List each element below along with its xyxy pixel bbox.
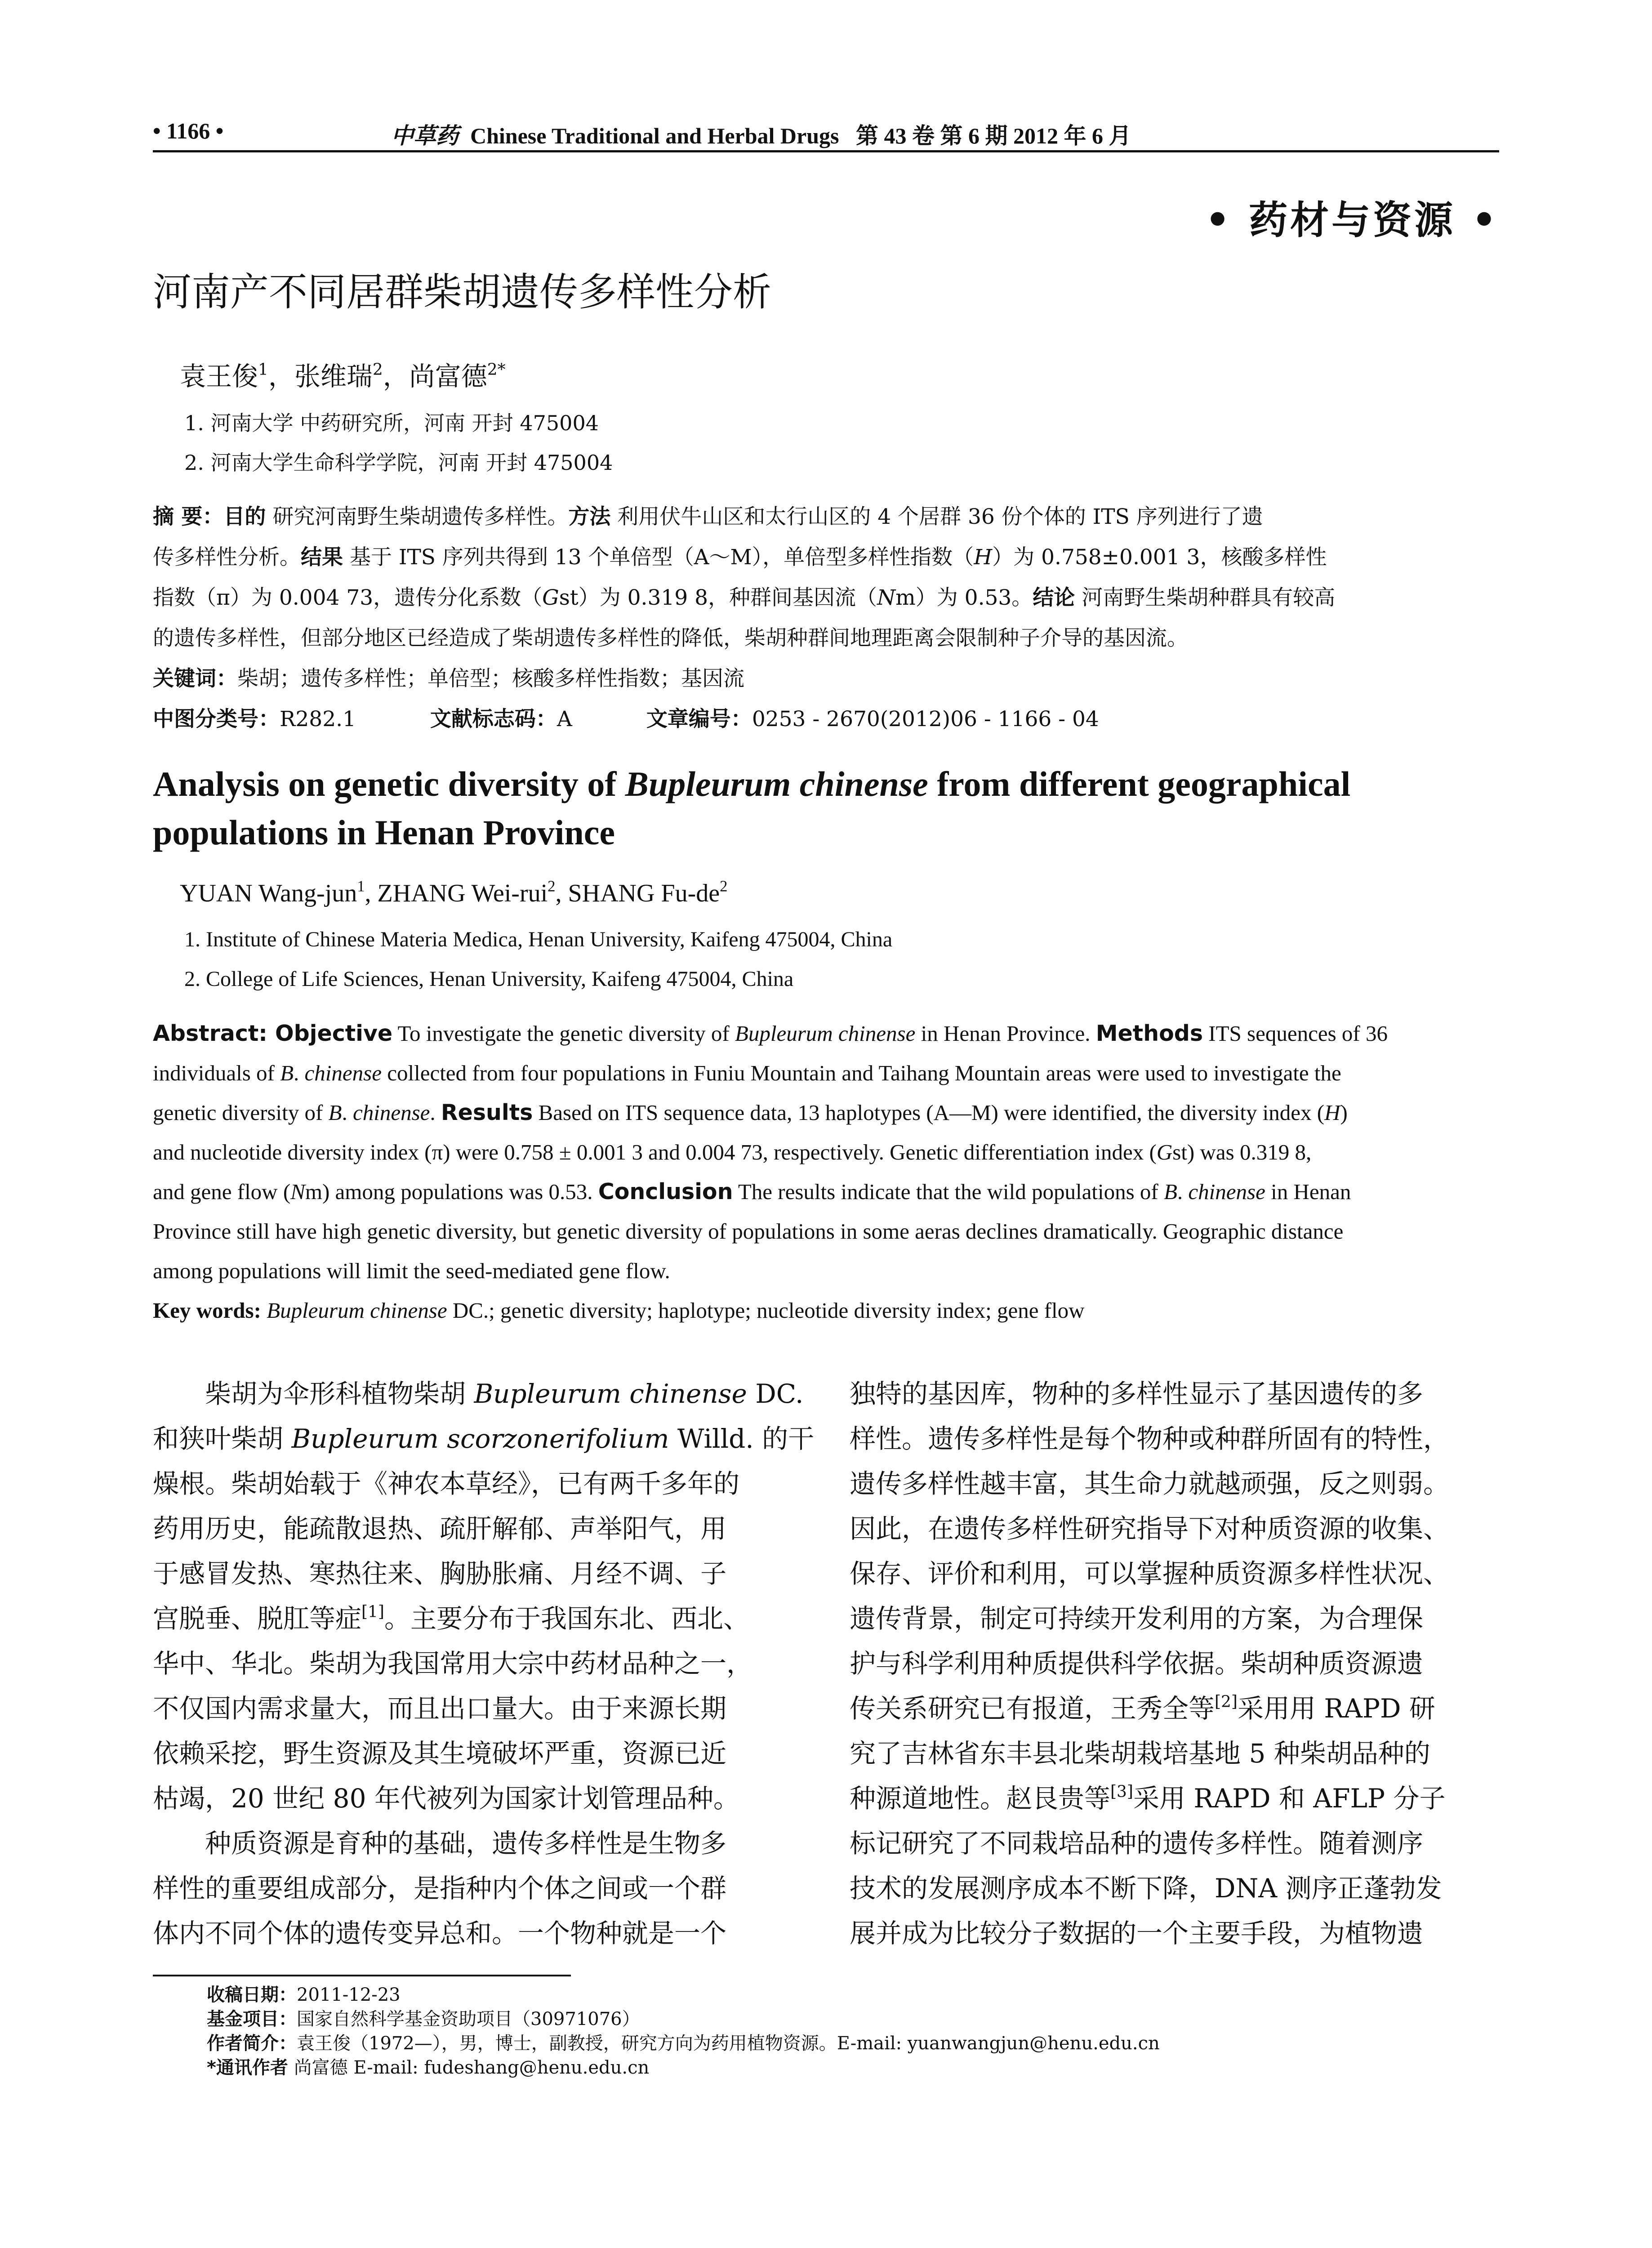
body-column-right-line bbox=[850, 1416, 1501, 1461]
title-en-part-2: from different geographical populations in Henan Province bbox=[153, 764, 1351, 852]
body-line-0-run-1: Bupleurum chinense bbox=[474, 1378, 747, 1409]
body-column-left-line bbox=[153, 1776, 800, 1821]
author-2-cn-sup: 2 bbox=[372, 360, 383, 379]
abstract-cn-text-1-run-3: 利用伏牛山区和太行山区的 4 个居群 36 份个体的 ITS 序列进行了遗 bbox=[610, 504, 1263, 529]
abstract-en-line-3-run-1: B bbox=[328, 1100, 342, 1125]
keywords-en-species: Bupleurum chinense bbox=[261, 1298, 447, 1323]
author-3-cn: ，尚富德 bbox=[383, 361, 487, 392]
body-line-1-run-2: Willd. 的干 bbox=[669, 1423, 815, 1454]
footnotes bbox=[207, 1983, 1160, 2080]
abstract-en-line-1-run-2: Bupleurum chinense bbox=[735, 1021, 916, 1046]
journal-name bbox=[391, 118, 1131, 150]
abstract-en-line-5-run-4: The results indicate that the wild populations of bbox=[733, 1179, 1164, 1204]
abstract-en-line-1 bbox=[153, 1021, 1388, 1046]
abstract-en-line-1-run-3: in Henan Province. bbox=[915, 1021, 1096, 1046]
body-line-9-run-0: 种源道地性。赵艮贵等 bbox=[850, 1783, 1111, 1814]
author-1-cn-sup: 1 bbox=[258, 360, 268, 379]
journal-name-cn: 中草药 bbox=[391, 123, 459, 148]
abstract-cn-line-4 bbox=[153, 618, 1188, 659]
body-line-5-run-1: [1] bbox=[361, 1602, 384, 1621]
keywords-cn bbox=[153, 659, 744, 699]
abstract-cn-line-3-run-2: st）为 0.319 8，种群间基因流（ bbox=[559, 585, 877, 610]
body-line-8-run-0: 依赖采挖，野生资源及其生境破坏严重，资源已近 bbox=[153, 1738, 727, 1769]
abstract-en-line-5-run-5: B bbox=[1163, 1179, 1177, 1204]
abstract-cn-line-4-run-0: 的遗传多样性，但部分地区已经造成了柴胡遗传多样性的降低，柴胡种群间地理距离会限制种子介导的基因流。 bbox=[153, 626, 1188, 651]
body-column-left-line bbox=[153, 1911, 800, 1956]
clc-value: R282.1 bbox=[280, 707, 356, 731]
body-column-right-line bbox=[850, 1911, 1501, 1956]
body-line-9-run-2: 采用 RAPD 和 AFLP 分子 bbox=[1133, 1783, 1446, 1814]
keywords-cn-text: 柴胡；遗传多样性；单倍型；核酸多样性指数；基因流 bbox=[237, 666, 744, 691]
title-en-part-1: Analysis on genetic diversity of bbox=[153, 764, 625, 803]
body-column-left-line bbox=[153, 1461, 800, 1506]
abstract-en-line-2-run-3: chinense bbox=[304, 1061, 382, 1085]
body-line-11-run-0: 样性的重要组成部分，是指种内个体之间或一个群 bbox=[153, 1873, 727, 1904]
author-1-en-sup: 1 bbox=[357, 877, 365, 895]
abstract-cn-line-3-run-1: G bbox=[542, 585, 559, 610]
abstract-en-line-5-run-2: m) among populations was 0.53. bbox=[305, 1179, 598, 1204]
body-line-11-run-0: 技术的发展测序成本不断下降，DNA 测序正蓬勃发 bbox=[850, 1873, 1442, 1904]
abstract-cn-line-1 bbox=[153, 497, 1263, 537]
body-line-1-run-1: Bupleurum scorzonerifolium bbox=[291, 1423, 669, 1454]
running-header bbox=[153, 118, 1499, 154]
abstract-en-line-4-run-2: st) was 0.319 8, bbox=[1172, 1140, 1312, 1164]
abstract-en-line-6-run-0: Province still have high genetic diversity, but genetic diversity of populations in some aeras declines dramatically. Geographic distance bbox=[153, 1219, 1344, 1244]
abstract-en-line-5-run-7: chinense bbox=[1188, 1179, 1265, 1204]
body-column-left-line bbox=[153, 1641, 800, 1686]
footnote-corresponding bbox=[207, 2056, 1160, 2080]
footnote-funding bbox=[207, 2007, 1160, 2031]
abstract-en-line-5-run-0: and gene flow ( bbox=[153, 1179, 291, 1204]
body-line-5-run-2: 。主要分布于我国东北、西北、 bbox=[384, 1603, 749, 1634]
doc-code-value: A bbox=[557, 707, 572, 731]
abstract-cn-line-2 bbox=[153, 537, 1327, 578]
body-line-1-run-0: 样性。遗传多样性是每个物种或种群所固有的特性， bbox=[850, 1423, 1450, 1454]
abstract-en-line-6 bbox=[153, 1218, 1343, 1244]
body-column-right bbox=[850, 1371, 1501, 1956]
abstract-en-line-1-run-1: To investigate the genetic diversity of bbox=[392, 1021, 735, 1046]
abstract-en-line-1-run-5: ITS sequences of 36 bbox=[1203, 1021, 1388, 1046]
classification-line bbox=[153, 699, 1099, 740]
abstract-cn-line-2-run-4: ）为 0.758±0.001 3，核酸多样性 bbox=[992, 545, 1327, 570]
journal-issue: 第 43 卷 第 6 期 2012 年 6 月 bbox=[855, 123, 1131, 148]
authors-en bbox=[180, 879, 727, 908]
footnote-corresponding-text: 尚富德 E-mail: fudeshang@henu.edu.cn bbox=[288, 2057, 650, 2078]
abstract-en-line-4 bbox=[153, 1139, 1311, 1165]
footnote-author-bio-text: 袁王俊（1972—），男，博士，副教授，研究方向为药用植物资源。E-mail: yuanwangjun@henu.edu.cn bbox=[297, 2033, 1160, 2054]
title-cn: 河南产不同居群柴胡遗传多样性分析 bbox=[153, 270, 771, 315]
abstract-cn-text-1-run-0: 目的 bbox=[223, 504, 266, 529]
body-line-0-run-2: DC. bbox=[747, 1378, 804, 1409]
abstract-en-line-3 bbox=[153, 1100, 1348, 1125]
body-column-right-line bbox=[850, 1461, 1501, 1506]
body-line-7-run-1: [2] bbox=[1215, 1692, 1238, 1711]
abstract-en-line-3-run-3: chinense bbox=[352, 1100, 430, 1125]
body-column-left-line bbox=[153, 1686, 800, 1731]
abstract-cn-line-2-run-1: 结果 bbox=[301, 545, 343, 570]
footnote-corresponding-label: *通讯作者 bbox=[207, 2057, 288, 2078]
article-no-label: 文章编号： bbox=[646, 707, 752, 731]
abstract-cn-text-1-run-1: 研究河南野生柴胡遗传多样性。 bbox=[266, 504, 569, 529]
abstract-en-line-4-run-0: and nucleotide diversity index (π) were 0.758 ± 0.001 3 and 0.004 73, respectively. Genetic differentiation index ( bbox=[153, 1140, 1157, 1164]
abstract-cn-label: 摘 要： bbox=[153, 504, 224, 529]
abstract-en-line-5-run-1: N bbox=[290, 1179, 305, 1204]
body-line-6-run-0: 华中、华北。柴胡为我国常用大宗中药材品种之一， bbox=[153, 1648, 753, 1679]
abstract-cn-line-3 bbox=[153, 578, 1335, 618]
abstract-en-line-3-run-6: Based on ITS sequence data, 13 haplotypes (A—M) were identified, the diversity index ( bbox=[533, 1100, 1325, 1125]
affiliation-cn-1: 1. 河南大学 中药研究所，河南 开封 475004 bbox=[184, 411, 599, 435]
abstract-en-line-3-run-4: . bbox=[430, 1100, 441, 1125]
body-column-left-line bbox=[153, 1731, 800, 1776]
body-column-right-line bbox=[850, 1821, 1501, 1866]
abstract-cn-text-1 bbox=[223, 504, 1263, 529]
body-line-7-run-0: 传关系研究已有报道，王秀全等 bbox=[850, 1693, 1215, 1724]
header-rule bbox=[153, 150, 1499, 152]
abstract-en-line-3-run-0: genetic diversity of bbox=[153, 1100, 329, 1125]
title-en-species: Bupleurum chinense bbox=[625, 764, 928, 803]
body-line-2-run-0: 燥根。柴胡始载于《神农本草经》，已有两千多年的 bbox=[153, 1468, 740, 1499]
body-line-7-run-2: 采用用 RAPD 研 bbox=[1237, 1693, 1435, 1724]
abstract-cn-line-3-run-4: m）为 0.53。 bbox=[895, 585, 1033, 610]
affiliation-en-1: 1. Institute of Chinese Materia Medica, Henan University, Kaifeng 475004, China bbox=[184, 928, 893, 951]
author-3-en: , SHANG Fu-de bbox=[555, 879, 720, 907]
abstract-en-line-4-run-1: G bbox=[1156, 1140, 1173, 1164]
footnote-rule bbox=[153, 1975, 571, 1976]
body-column-right-line bbox=[850, 1371, 1501, 1416]
abstract-en-line-2-run-4: collected from four populations in Funiu Mountain and Taihang Mountain areas were used to investigate the bbox=[381, 1061, 1341, 1085]
body-line-12-run-0: 体内不同个体的遗传变异总和。一个物种就是一个 bbox=[153, 1918, 727, 1949]
body-column-left-line bbox=[153, 1866, 800, 1911]
abstract-en-line-5-run-8: in Henan bbox=[1265, 1179, 1351, 1204]
body-line-8-run-0: 究了吉林省东丰县北柴胡栽培基地 5 种柴胡品种的 bbox=[850, 1738, 1430, 1769]
abstract-en-line-3-run-8: ) bbox=[1340, 1100, 1348, 1125]
doc-code-label: 文献标志码： bbox=[430, 707, 557, 731]
affiliation-en-2: 2. College of Life Sciences, Henan University, Kaifeng 475004, China bbox=[184, 967, 794, 991]
abstract-cn-line-2-run-2: 基于 ITS 序列共得到 13 个单倍型（A～M），单倍型多样性指数（ bbox=[343, 545, 974, 570]
article-no-value: 0253 - 2670(2012)06 - 1166 - 04 bbox=[752, 707, 1099, 731]
abstract-en-line-1-run-4: Methods bbox=[1095, 1021, 1203, 1046]
abstract-cn-line-3-run-0: 指数（π）为 0.004 73，遗传分化系数（ bbox=[153, 585, 543, 610]
abstract-cn-line-3-run-5: 结论 bbox=[1033, 585, 1075, 610]
author-3-en-sup: 2 bbox=[720, 877, 728, 895]
body-line-9-run-1: [3] bbox=[1110, 1782, 1133, 1801]
abstract-en-line-3-run-5: Results bbox=[441, 1100, 533, 1125]
abstract-en-line-2-run-0: individuals of bbox=[153, 1061, 281, 1085]
author-2-en-sup: 2 bbox=[548, 877, 556, 895]
abstract-en-line-7-run-0: among populations will limit the seed-mediated gene flow. bbox=[153, 1258, 670, 1283]
body-column-right-line bbox=[850, 1506, 1501, 1551]
author-2-en: , ZHANG Wei-rui bbox=[365, 879, 548, 907]
footnote-received bbox=[207, 1983, 1160, 2007]
abstract-en-line-7 bbox=[153, 1258, 670, 1284]
keywords-en bbox=[153, 1298, 1085, 1323]
body-line-0-run-0: 柴胡为伞形科植物柴胡 bbox=[205, 1378, 474, 1409]
keywords-en-label: Key words: bbox=[153, 1298, 261, 1323]
abstract-en-line-3-run-2: . bbox=[342, 1100, 353, 1125]
footnote-funding-label: 基金项目： bbox=[207, 2009, 297, 2029]
body-column-right-line bbox=[850, 1866, 1501, 1911]
body-line-3-run-0: 药用历史，能疏散退热、疏肝解郁、声举阳气，用 bbox=[153, 1513, 727, 1544]
body-line-10-run-0: 标记研究了不同栽培品种的遗传多样性。随着测序 bbox=[850, 1828, 1424, 1859]
section-heading: • 药材与资源 • bbox=[1205, 197, 1499, 243]
clc-label: 中图分类号： bbox=[153, 707, 280, 731]
body-column-left-line bbox=[153, 1551, 800, 1596]
author-1-en: YUAN Wang-jun bbox=[180, 879, 357, 907]
body-line-5-run-0: 宫脱垂、脱肛等症 bbox=[153, 1603, 362, 1634]
footnote-funding-text: 国家自然科学基金资助项目（30971076） bbox=[297, 2009, 640, 2029]
abstract-en-line-2 bbox=[153, 1060, 1341, 1086]
body-line-6-run-0: 护与科学利用种质提供科学依据。柴胡种质资源遗 bbox=[850, 1648, 1424, 1679]
body-column-left-line bbox=[153, 1821, 800, 1866]
author-3-cn-sup: 2* bbox=[487, 360, 506, 379]
body-line-4-run-0: 于感冒发热、寒热往来、胸胁胀痛、月经不调、子 bbox=[153, 1558, 727, 1589]
body-line-12-run-0: 展并成为比较分子数据的一个主要手段，为植物遗 bbox=[850, 1918, 1424, 1949]
body-line-4-run-0: 保存、评价和利用，可以掌握种质资源多样性状况、 bbox=[850, 1558, 1450, 1589]
abstract-cn-text-1-run-2: 方法 bbox=[568, 504, 611, 529]
abstract-en-line-5 bbox=[153, 1179, 1351, 1204]
body-line-9-run-0: 枯竭，20 世纪 80 年代被列为国家计划管理品种。 bbox=[153, 1783, 739, 1814]
title-en bbox=[153, 760, 1501, 857]
journal-name-en: Chinese Traditional and Herbal Drugs bbox=[470, 123, 839, 148]
abstract-en-line-3-run-7: H bbox=[1324, 1100, 1340, 1125]
body-column-left-line bbox=[153, 1416, 815, 1461]
abstract-en-line-2-run-1: B bbox=[280, 1061, 294, 1085]
footnote-received-text: 2011-12-23 bbox=[297, 1985, 401, 2005]
body-line-0-run-0: 独特的基因库，物种的多样性显示了基因遗传的多 bbox=[850, 1378, 1424, 1409]
body-column-right-line bbox=[850, 1596, 1501, 1641]
abstract-en-line-5-run-6: . bbox=[1177, 1179, 1189, 1204]
body-column-right-line bbox=[850, 1686, 1501, 1731]
author-2-cn: ，张维瑞 bbox=[268, 361, 373, 392]
affiliation-cn-2: 2. 河南大学生命科学学院，河南 开封 475004 bbox=[184, 450, 613, 475]
authors-cn bbox=[180, 355, 506, 393]
body-column-left-line bbox=[153, 1596, 800, 1641]
keywords-en-text: DC.; genetic diversity; haplotype; nucleotide diversity index; gene flow bbox=[447, 1298, 1085, 1323]
body-line-2-run-0: 遗传多样性越丰富，其生命力就越顽强，反之则弱。 bbox=[850, 1468, 1450, 1499]
body-column-left-line bbox=[153, 1506, 800, 1551]
abstract-en-line-2-run-2: . bbox=[294, 1061, 305, 1085]
abstract-cn-line-3-run-3: N bbox=[877, 585, 896, 610]
footnote-author-bio bbox=[207, 2031, 1160, 2056]
page-number: • 1166 • bbox=[153, 118, 224, 143]
body-column-left-line bbox=[153, 1371, 804, 1416]
body-column-right-line bbox=[850, 1731, 1501, 1776]
abstract-en-line-5-run-3: Conclusion bbox=[598, 1179, 733, 1204]
body-line-1-run-0: 和狭叶柴胡 bbox=[153, 1423, 292, 1454]
keywords-cn-label: 关键词： bbox=[153, 666, 237, 691]
body-line-5-run-0: 遗传背景，制定可持续开发利用的方案，为合理保 bbox=[850, 1603, 1424, 1634]
body-column-right-line bbox=[850, 1641, 1501, 1686]
abstract-cn-line-2-run-0: 传多样性分析。 bbox=[153, 545, 301, 570]
body-line-3-run-0: 因此，在遗传多样性研究指导下对种质资源的收集、 bbox=[850, 1513, 1450, 1544]
author-1-cn: 袁王俊 bbox=[180, 361, 258, 392]
body-line-7-run-0: 不仅国内需求量大，而且出口量大。由于来源长期 bbox=[153, 1693, 727, 1724]
footnote-author-bio-label: 作者简介： bbox=[207, 2033, 297, 2054]
abstract-en-line-1-run-0: Abstract: Objective bbox=[153, 1021, 393, 1046]
body-line-10-run-0: 种质资源是育种的基础，遗传多样性是生物多 bbox=[205, 1828, 727, 1859]
body-column-right-line bbox=[850, 1551, 1501, 1596]
body-column-right-line bbox=[850, 1776, 1501, 1821]
abstract-cn-line-2-run-3: H bbox=[974, 545, 993, 570]
footnote-received-label: 收稿日期： bbox=[207, 1985, 297, 2005]
body-column-left bbox=[153, 1371, 815, 1956]
abstract-cn-line-3-run-6: 河南野生柴胡种群具有较高 bbox=[1075, 585, 1336, 610]
